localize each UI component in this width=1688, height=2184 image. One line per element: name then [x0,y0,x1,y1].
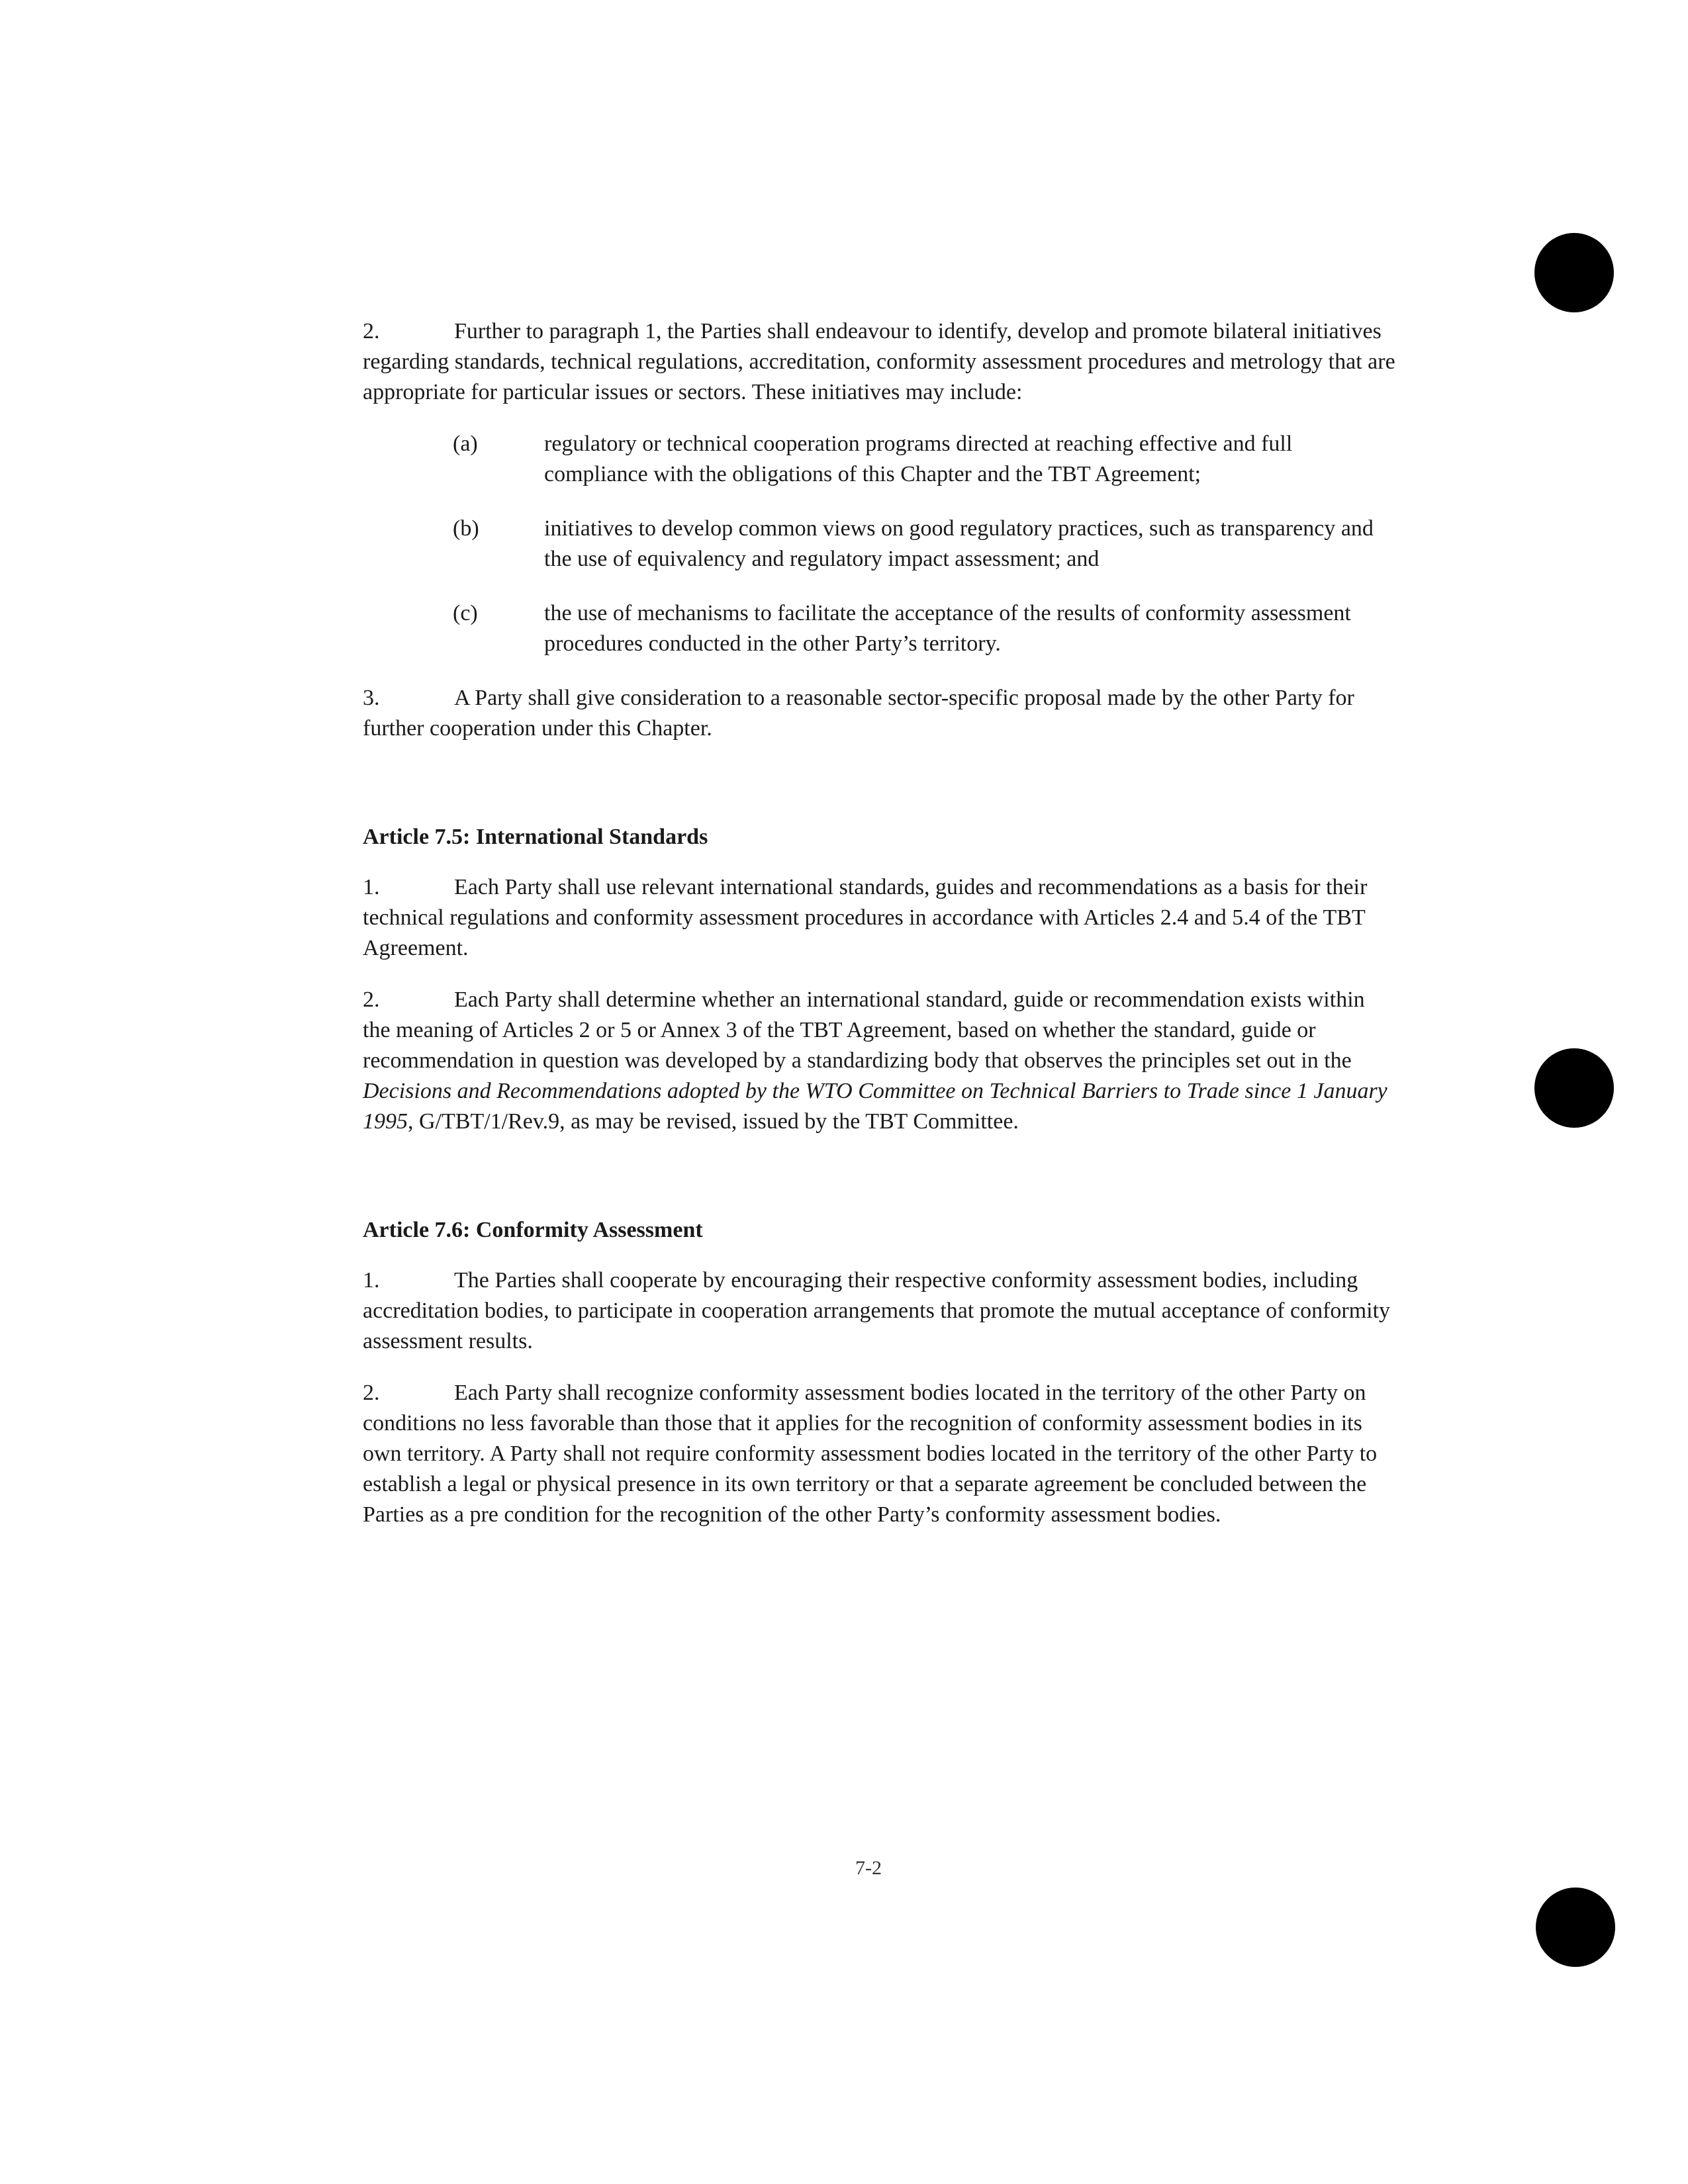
punch-hole-top [1534,233,1614,312]
paragraph-number: 2. [363,1381,380,1405]
paragraph-number: 2. [363,987,380,1012]
article-7-5-paragraph-1 [363,872,1395,964]
paragraph-text: Further to paragraph 1, the Parties shall endeavour to identify, develop and promote bilateral initiatives regarding standards, technical regulations, accreditation, conformity assessment procedures and metrology that are appropriate for particular issues or sectors. These initiatives may include: [363,319,1395,404]
list-item-marker: (a) [453,432,478,456]
list-item-text: regulatory or technical cooperation programs directed at reaching effective and full compliance with the obligations of this Chapter and the TBT Agreement; [544,432,1293,486]
paragraph-3 [363,683,1395,744]
initiatives-list [453,429,1395,659]
list-item-marker: (b) [453,516,479,541]
list-item [453,429,1395,490]
paragraph-number: 1. [363,875,380,899]
paragraph-text: A Party shall give consideration to a reasonable sector-specific proposal made by the other Party for further cooperation under this Chapter. [363,686,1354,741]
list-item [453,598,1395,659]
article-7-5-heading: Article 7.5: International Standards [363,825,708,849]
paragraph-text: Each Party shall recognize conformity assessment bodies located in the territory of the other Party on conditions no less favorable than those that it applies for the recognition of conformity assessment bodies in its own territory. A Party shall not require conformity assessment bodies located in the territory of the other Party to establish a legal or physical presence in its own territory or that a separate agreement be concluded between the Parties as a pre condition for the recognition of the other Party’s conformity assessment bodies. [363,1381,1378,1527]
paragraph-number: 3. [363,686,380,710]
paragraph-text: Each Party shall use relevant international standards, guides and recommendations as a basis for their technical regulations and conformity assessment procedures in accordance with Articles 2.4 and 5.4 of the TBT Agreement. [363,875,1368,960]
article-7-5-paragraph-2 [363,985,1395,1137]
paragraph-text: The Parties shall cooperate by encouraging their respective conformity assessment bodies, including accreditation bodies, to participate in cooperation arrangements that promote the mutual acceptance of conformity assessment results. [363,1268,1391,1353]
list-item-text: the use of mechanisms to facilitate the acceptance of the results of conformity assessment procedures conducted in the other Party’s territory. [544,601,1351,656]
article-7-6-heading: Article 7.6: Conformity Assessment [363,1218,703,1242]
article-7-6-paragraph-1 [363,1265,1395,1357]
paragraph-number: 2. [363,319,380,343]
paragraph-italic-title: Decisions and Recommendations adopted by the WTO Committee on Technical Barriers to Trade since 1 January 1995 [363,1079,1387,1134]
punch-hole-middle [1534,1048,1614,1128]
paragraph-text-end: , G/TBT/1/Rev.9, as may be revised, issued by the TBT Committee. [408,1109,1019,1134]
page-number: 7-2 [855,1857,882,1879]
list-item-text: initiatives to develop common views on good regulatory practices, such as transparency and the use of equivalency and regulatory impact assessment; and [544,516,1374,571]
punch-hole-bottom [1536,1888,1615,1967]
paragraph-text: Each Party shall determine whether an international standard, guide or recommendation exists within the meaning of Articles 2 or 5 or Annex 3 of the TBT Agreement, based on whether the standard, guide or recommendation in question was developed by a standardizing body that observes the principles set out in the [363,987,1365,1073]
list-item-marker: (c) [453,601,478,625]
article-7-6-paragraph-2 [363,1378,1395,1530]
list-item [453,514,1395,574]
paragraph-2 [363,316,1395,408]
paragraph-number: 1. [363,1268,380,1293]
document-body [363,316,1395,1551]
